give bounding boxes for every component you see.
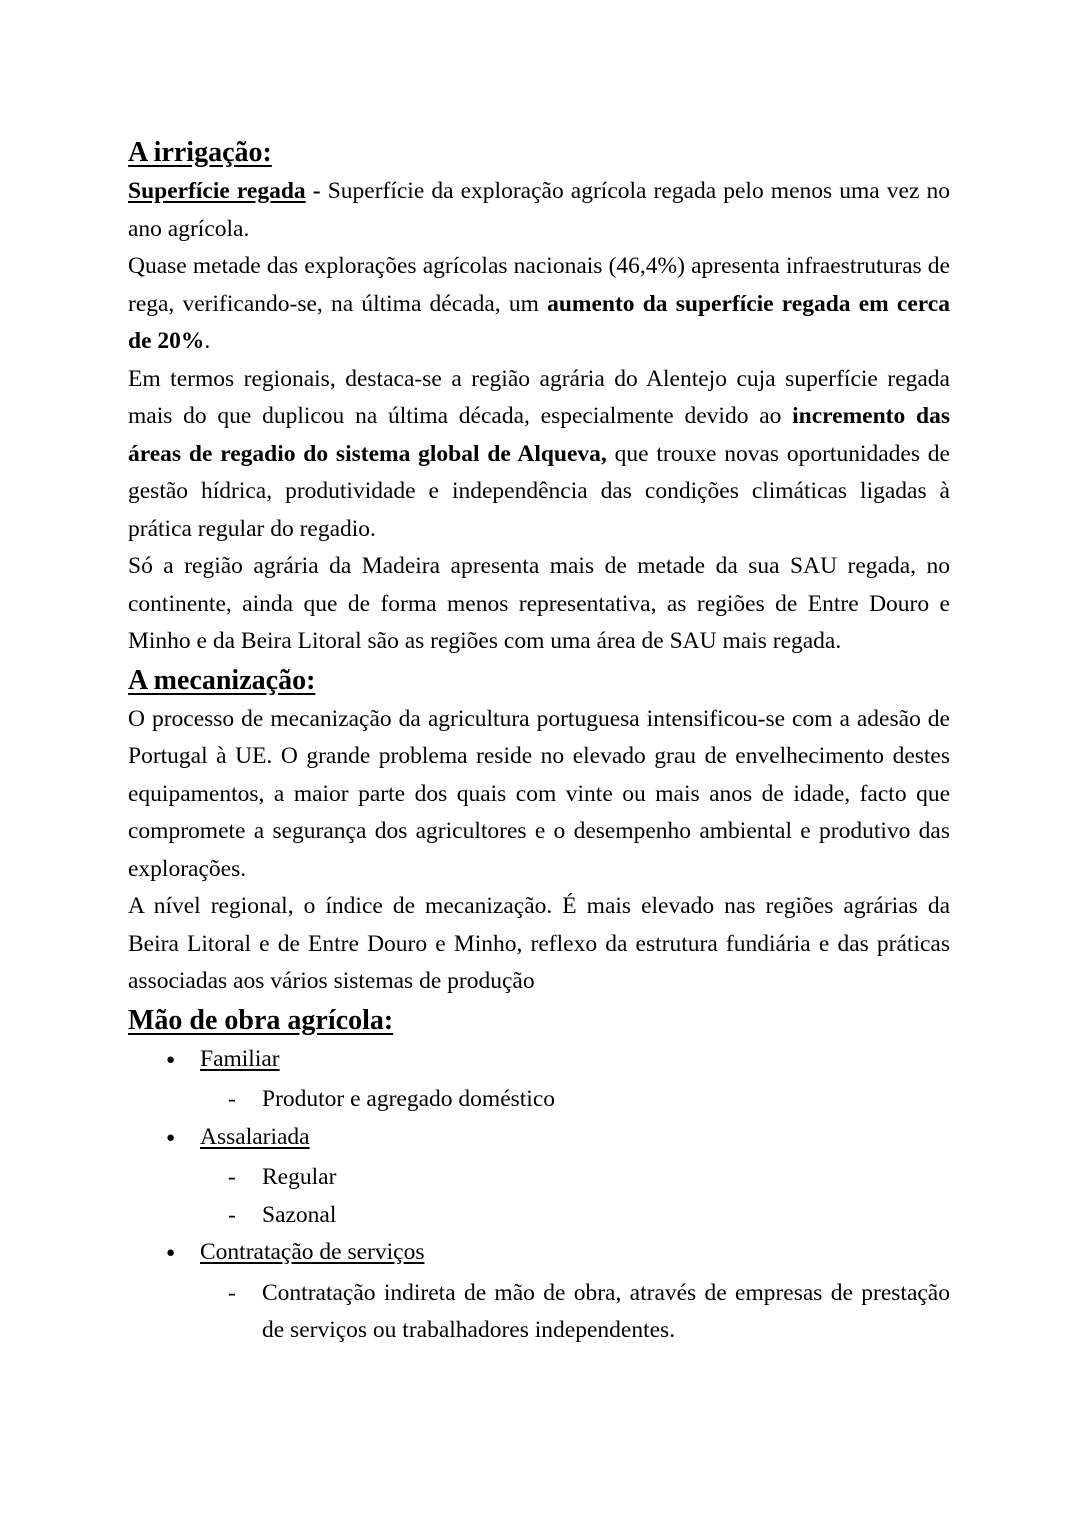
heading-text: A mecanização: [128,664,316,696]
list-subitem-text: Produtor e agregado doméstico [262,1086,556,1112]
list-subitem [128,1275,950,1350]
paragraph-text: Só a região agrária da Madeira apresenta mais de metade da sua SAU regada, no continente, ainda que de forma menos representativa, as regiões de Entre Douro e Minho e da Beira Litoral são as regiões com uma área de SAU mais regada. [128,553,950,654]
bullet-icon: ● [166,1051,176,1068]
definition-term: Superfície regada [128,178,306,204]
paragraph-irrigacao-3 [128,548,950,661]
paragraph-irrigacao-2 [128,361,950,549]
paragraph-bold-text: incremento das áreas de regadio do sistema global de Alqueva, [128,403,950,467]
dash-icon: - [228,1279,236,1306]
bullet-icon: ● [166,1245,176,1261]
list-subitem [128,1159,950,1197]
paragraph-irrigacao-1 [128,248,950,361]
labour-list [128,1041,950,1350]
dash-icon: - [228,1164,236,1190]
list-item-contratacao [128,1234,950,1275]
section-heading-mecanizacao [128,661,950,701]
definition-text: Superfície da exploração agrícola regada pelo menos uma vez no ano agrícola. [128,178,950,242]
heading-text: A irrigação: [128,137,272,168]
dash-icon: - [228,1201,236,1228]
paragraph-mecanizacao-1 [128,701,950,889]
list-subitem-text: Contratação indireta de mão de obra, através de empresas de prestação de serviços ou trabalhadores independentes. [262,1279,950,1343]
list-item-assalariada [128,1119,950,1160]
dash-icon: - [228,1086,236,1112]
section-heading-irrigacao [128,133,950,173]
paragraph-text: . [204,328,211,354]
list-subitem [128,1197,950,1235]
paragraph-text: O processo de mecanização da agricultura portuguesa intensificou-se com a adesão de Portugal à UE. O grande problema reside no elevado grau de envelhecimento destes equipamentos, a maior parte dos quais com vinte ou mais anos de idade, facto que compromete a segurança dos agricultores e o desempenho ambiental e produtivo das explorações. [128,705,950,882]
definition-paragraph [128,173,950,248]
section-heading-mao-de-obra [128,1001,950,1041]
list-subitem-text: Regular [262,1164,337,1190]
paragraph-text: Quase metade das explorações agrícolas nacionais (46,4%) apresenta infraestruturas de rega, verificando-se, na última década, um [128,253,950,317]
list-subitem [128,1081,950,1119]
paragraph-text: que trouxe novas oportunidades de gestão hídrica, produtividade e independência das condições climáticas ligadas à prática regular do regadio. [128,440,950,542]
document-content [128,133,950,1350]
definition-separator: - [305,178,328,204]
list-subitem-text: Sazonal [262,1201,337,1228]
paragraph-mecanizacao-2 [128,888,950,1001]
heading-text: Mão de obra agrícola: [128,1004,394,1036]
paragraph-text: A nível regional, o índice de mecanização. É mais elevado nas regiões agrárias da Beira Litoral e de Entre Douro e Minho, reflexo da estrutura fundiária e das práticas associadas aos vários sistemas de produção [128,893,950,994]
paragraph-text: Em termos regionais, destaca-se a região agrária do Alentejo cuja superfície regada mais do que duplicou na última década, especialmente devido ao [128,365,950,429]
list-item-label: Assalariada [200,1123,310,1150]
paragraph-bold-text: aumento da superfície regada em cerca de 20% [128,290,950,354]
list-item-familiar [128,1041,950,1082]
list-item-label: Contratação de serviços [200,1239,425,1265]
bullet-icon: ● [166,1129,176,1146]
list-item-label: Familiar [200,1045,280,1072]
